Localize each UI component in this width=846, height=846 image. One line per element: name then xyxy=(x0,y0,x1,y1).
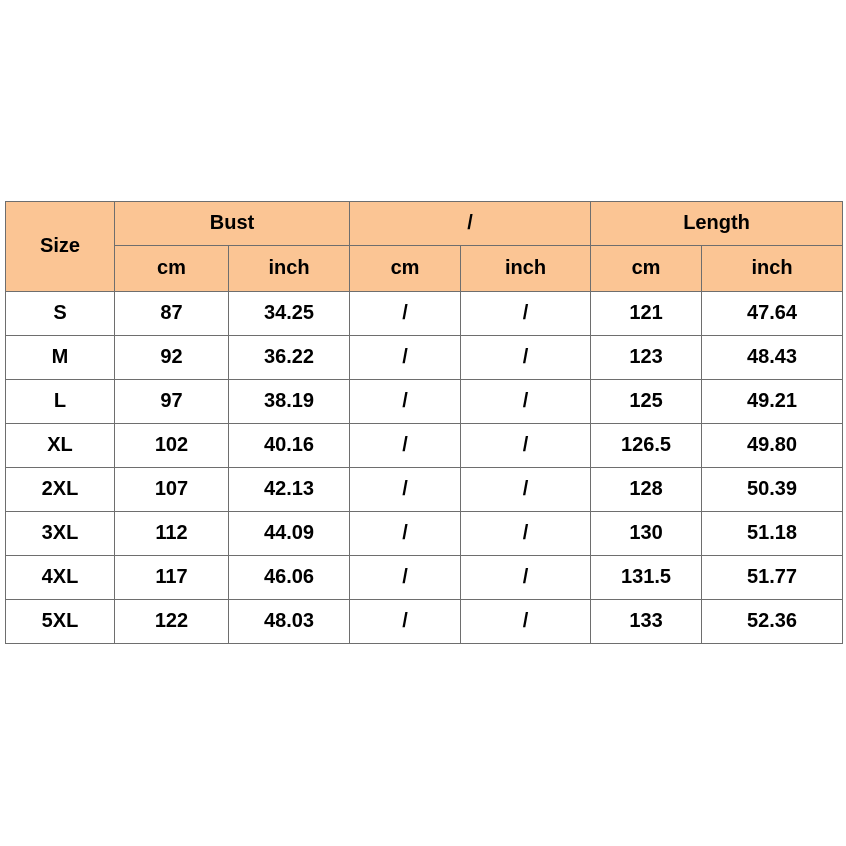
cell-mid-inch: / xyxy=(461,292,591,336)
cell-length-cm: 131.5 xyxy=(591,556,702,600)
cell-bust-cm: 87 xyxy=(115,292,229,336)
cell-mid-cm: / xyxy=(350,380,461,424)
cell-size: 3XL xyxy=(6,512,115,556)
cell-size: M xyxy=(6,336,115,380)
cell-length-inch: 51.18 xyxy=(702,512,843,556)
cell-bust-cm: 122 xyxy=(115,600,229,644)
cell-length-cm: 125 xyxy=(591,380,702,424)
header-row-units xyxy=(6,246,843,292)
cell-length-cm: 126.5 xyxy=(591,424,702,468)
cell-length-cm: 130 xyxy=(591,512,702,556)
cell-length-inch: 49.21 xyxy=(702,380,843,424)
cell-mid-cm: / xyxy=(350,468,461,512)
cell-bust-cm: 92 xyxy=(115,336,229,380)
cell-length-inch: 47.64 xyxy=(702,292,843,336)
cell-bust-cm: 97 xyxy=(115,380,229,424)
cell-mid-cm: / xyxy=(350,556,461,600)
table-row xyxy=(6,512,843,556)
cell-length-inch: 51.77 xyxy=(702,556,843,600)
cell-length-inch: 52.36 xyxy=(702,600,843,644)
cell-size: 4XL xyxy=(6,556,115,600)
cell-bust-inch: 34.25 xyxy=(229,292,350,336)
header-length-cm: cm xyxy=(591,246,702,292)
cell-mid-cm: / xyxy=(350,336,461,380)
cell-bust-inch: 48.03 xyxy=(229,600,350,644)
cell-length-inch: 49.80 xyxy=(702,424,843,468)
cell-bust-inch: 44.09 xyxy=(229,512,350,556)
cell-length-cm: 121 xyxy=(591,292,702,336)
table-row xyxy=(6,468,843,512)
cell-length-cm: 133 xyxy=(591,600,702,644)
cell-mid-inch: / xyxy=(461,424,591,468)
cell-mid-cm: / xyxy=(350,512,461,556)
cell-mid-cm: / xyxy=(350,600,461,644)
cell-bust-cm: 102 xyxy=(115,424,229,468)
header-row-groups xyxy=(6,202,843,246)
cell-bust-cm: 107 xyxy=(115,468,229,512)
table-row xyxy=(6,424,843,468)
header-bust: Bust xyxy=(115,202,350,246)
header-length: Length xyxy=(591,202,843,246)
cell-size: 2XL xyxy=(6,468,115,512)
cell-length-inch: 48.43 xyxy=(702,336,843,380)
cell-size: XL xyxy=(6,424,115,468)
table-row xyxy=(6,600,843,644)
cell-mid-inch: / xyxy=(461,556,591,600)
cell-mid-inch: / xyxy=(461,600,591,644)
table-row xyxy=(6,380,843,424)
cell-length-cm: 128 xyxy=(591,468,702,512)
header-slash: / xyxy=(350,202,591,246)
header-slash-cm: cm xyxy=(350,246,461,292)
cell-mid-inch: / xyxy=(461,468,591,512)
cell-length-cm: 123 xyxy=(591,336,702,380)
cell-size: L xyxy=(6,380,115,424)
cell-mid-cm: / xyxy=(350,292,461,336)
cell-mid-inch: / xyxy=(461,380,591,424)
header-slash-inch: inch xyxy=(461,246,591,292)
header-bust-cm: cm xyxy=(115,246,229,292)
cell-bust-cm: 117 xyxy=(115,556,229,600)
table-row xyxy=(6,336,843,380)
cell-size: 5XL xyxy=(6,600,115,644)
cell-mid-inch: / xyxy=(461,512,591,556)
cell-bust-inch: 38.19 xyxy=(229,380,350,424)
table-row xyxy=(6,556,843,600)
header-bust-inch: inch xyxy=(229,246,350,292)
cell-bust-inch: 42.13 xyxy=(229,468,350,512)
cell-bust-inch: 36.22 xyxy=(229,336,350,380)
cell-length-inch: 50.39 xyxy=(702,468,843,512)
cell-bust-inch: 46.06 xyxy=(229,556,350,600)
table-row xyxy=(6,292,843,336)
header-size: Size xyxy=(6,202,115,292)
cell-bust-inch: 40.16 xyxy=(229,424,350,468)
size-chart-table xyxy=(5,201,843,644)
cell-mid-inch: / xyxy=(461,336,591,380)
cell-size: S xyxy=(6,292,115,336)
cell-bust-cm: 112 xyxy=(115,512,229,556)
cell-mid-cm: / xyxy=(350,424,461,468)
header-length-inch: inch xyxy=(702,246,843,292)
